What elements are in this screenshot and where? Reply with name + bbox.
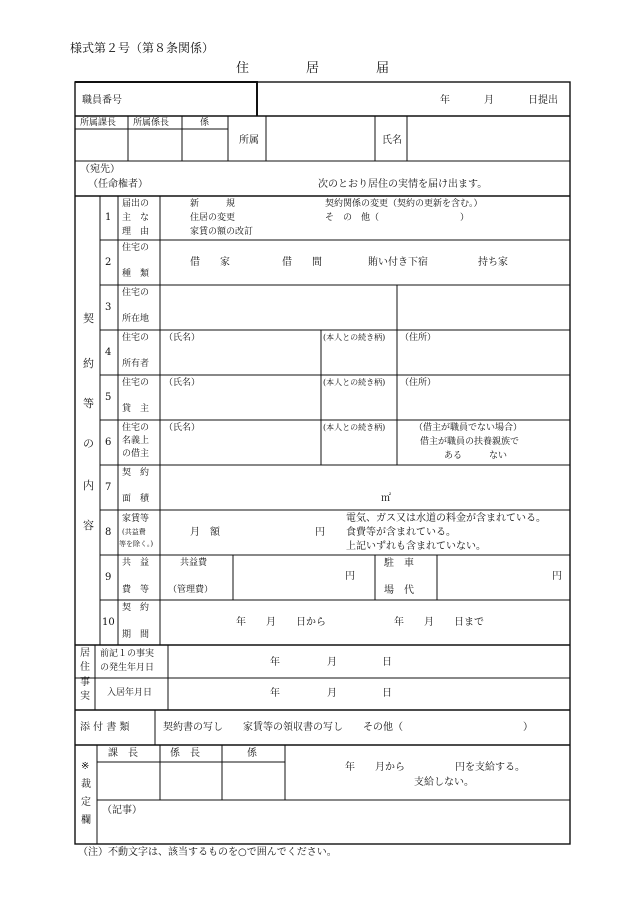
rent-includes-utilities: 電気、ガス又は水道の料金が含まれている。 — [346, 513, 546, 524]
row-6-note-2: 借主が職員の扶養親族で — [420, 437, 520, 447]
row-5-number: 5 — [105, 392, 112, 403]
submit-year: 年 — [440, 95, 450, 106]
notes-label: （記事） — [102, 805, 142, 816]
parking-label-2: 場 代 — [384, 585, 414, 596]
row-6-name: （氏名） — [164, 423, 201, 433]
row-8-label-2: (共益費 — [122, 528, 146, 536]
decision-staff: 係 — [247, 748, 257, 759]
row-2-label-1: 住宅の — [122, 243, 150, 253]
row-10-label-2: 期 間 — [122, 630, 150, 640]
row-4-number: 4 — [105, 347, 112, 358]
row-6-label-2: 名義上 — [122, 436, 150, 446]
row-3-label-2: 所在地 — [122, 314, 150, 324]
house-type-boarding: 賄い付き下宿 — [368, 257, 428, 268]
contract-side-char-1: 契 — [83, 312, 94, 325]
common-fee-yen: 円 — [345, 571, 355, 582]
row-6-note-1: （借主が職員でない場合） — [414, 423, 523, 433]
row-5-relation: (本人との続き柄) — [323, 378, 386, 387]
attachments-items: 契約書の写し 家賃等の領収書の写し その他（ ） — [163, 722, 533, 733]
row-1-label-1: 届出の — [122, 199, 150, 209]
rent-yen: 円 — [315, 527, 325, 538]
row-2-number: 2 — [105, 257, 112, 268]
row-4-label-2: 所有者 — [122, 359, 150, 369]
row-1-label-2: 主 な — [122, 213, 150, 223]
submit-month: 月 — [484, 95, 494, 106]
approval-staff: 係 — [200, 118, 210, 128]
payment-line-2: 支給しない。 — [414, 777, 474, 788]
row-5-name: （氏名） — [164, 378, 201, 388]
decision-section-chief: 課 長 — [108, 748, 138, 759]
staff-number-label: 職員番号 — [82, 95, 122, 106]
reason-contract-change: 契約関係の変更（契約の更新を含む。） — [325, 199, 483, 209]
move-in-month: 月 — [327, 688, 337, 699]
footnote: （注）不動文字は、該当するものを○で囲んでください。 — [78, 847, 337, 858]
decision-side-4: 欄 — [81, 815, 91, 826]
row-10-number: 10 — [102, 617, 115, 628]
row-9-label-2: 費 等 — [122, 585, 150, 595]
reason-new: 新 規 — [190, 199, 236, 209]
row-4-name: （氏名） — [164, 333, 201, 343]
row-7-number: 7 — [105, 482, 112, 493]
house-type-rented-house: 借 家 — [190, 257, 230, 268]
title-char-2: 居 — [306, 61, 320, 76]
row-9-number: 9 — [105, 572, 112, 583]
row-1-number: 1 — [105, 212, 112, 223]
approval-subsection-chief: 所属係長 — [133, 118, 170, 128]
residence-side-3: 事 — [80, 677, 90, 688]
row-6-note-3: ある ない — [444, 451, 508, 461]
move-in-label: 入居年月日 — [107, 688, 153, 698]
row-8-number: 8 — [105, 527, 112, 538]
occurrence-label-2: の発生年月日 — [100, 663, 155, 673]
area-unit: ㎡ — [381, 493, 391, 504]
row-1-label-3: 理 由 — [122, 227, 150, 237]
contract-side-char-5: 内 — [83, 479, 94, 492]
row-8-label-3: 等を除く。) — [119, 540, 154, 548]
row-5-address: （住所） — [400, 378, 437, 388]
dept-label: 所属 — [239, 135, 259, 146]
row-8-label-1: 家賃等 — [122, 514, 150, 524]
row-6-relation: (本人との続き柄) — [323, 423, 386, 432]
contract-side-char-4: の — [83, 437, 94, 450]
decision-side-2: 裁 — [81, 779, 91, 790]
common-fee-label: 共益費 — [180, 558, 208, 568]
residence-side-1: 居 — [80, 648, 90, 659]
submit-day: 日提出 — [528, 95, 558, 106]
contract-side-char-6: 容 — [83, 519, 94, 532]
house-type-rented-room: 借 間 — [282, 257, 322, 268]
approval-section-chief: 所属課長 — [80, 118, 117, 128]
row-4-relation: (本人との続き柄) — [323, 333, 386, 342]
title-char-1: 住 — [236, 61, 250, 76]
row-10-label-1: 契 約 — [122, 603, 150, 613]
row-6-number: 6 — [105, 437, 112, 448]
statement: 次のとおり居住の実情を届け出ます。 — [318, 179, 488, 190]
occurrence-label-1: 前記１の事実 — [100, 649, 155, 659]
decision-side-1: ※ — [81, 761, 90, 772]
residence-side-2: 住 — [80, 662, 90, 673]
reason-rent-revision: 家賃の額の改訂 — [190, 227, 254, 237]
move-in-year: 年 — [270, 688, 280, 699]
house-type-owned: 持ち家 — [478, 257, 508, 268]
row-6-label-3: の借主 — [122, 449, 150, 459]
attachments-label: 添 付 書 類 — [80, 722, 130, 733]
period-from: 年 月 日から — [236, 617, 326, 628]
title-char-3: 届 — [376, 61, 390, 76]
rent-includes-meals: 食費等が含まれている。 — [346, 527, 456, 538]
rent-monthly-label: 月 額 — [190, 527, 220, 538]
rent-includes-none: 上記いずれも含まれていない。 — [346, 541, 486, 552]
payment-line-1: 年 月から 円を支給する。 — [345, 762, 525, 773]
decision-side-3: 定 — [81, 797, 91, 808]
row-6-label-1: 住宅の — [122, 423, 150, 433]
addressee-label: （宛先） — [80, 164, 120, 175]
row-3-number: 3 — [105, 302, 112, 313]
parking-yen: 円 — [552, 571, 562, 582]
parking-label-1: 駐 車 — [384, 558, 414, 569]
name-label: 氏名 — [382, 135, 402, 146]
row-5-label-2: 貸 主 — [122, 404, 150, 414]
row-4-address: （住所） — [400, 333, 437, 343]
appointing-authority-label: （任命権者） — [88, 179, 148, 190]
decision-subsection-chief: 係 長 — [170, 748, 200, 759]
occurrence-day: 日 — [382, 657, 392, 668]
form-number: 様式第２号（第８条関係） — [70, 41, 215, 55]
management-fee-label: （管理費） — [168, 585, 214, 595]
row-2-label-2: 種 類 — [122, 269, 150, 279]
residence-side-4: 実 — [80, 691, 90, 702]
contract-side-char-2: 約 — [83, 357, 94, 370]
row-7-label-2: 面 積 — [122, 494, 150, 504]
occurrence-month: 月 — [327, 657, 337, 668]
occurrence-year: 年 — [270, 657, 280, 668]
move-in-day: 日 — [382, 688, 392, 699]
row-9-label-1: 共 益 — [122, 558, 150, 568]
contract-side-char-3: 等 — [83, 397, 94, 410]
period-to: 年 月 日まで — [394, 617, 484, 628]
row-4-label-1: 住宅の — [122, 333, 150, 343]
row-7-label-1: 契 約 — [122, 468, 150, 478]
row-5-label-1: 住宅の — [122, 378, 150, 388]
reason-other: そ の 他（ ） — [325, 213, 470, 223]
reason-change-house: 住居の変更 — [190, 213, 236, 223]
row-3-label-1: 住宅の — [122, 288, 150, 298]
